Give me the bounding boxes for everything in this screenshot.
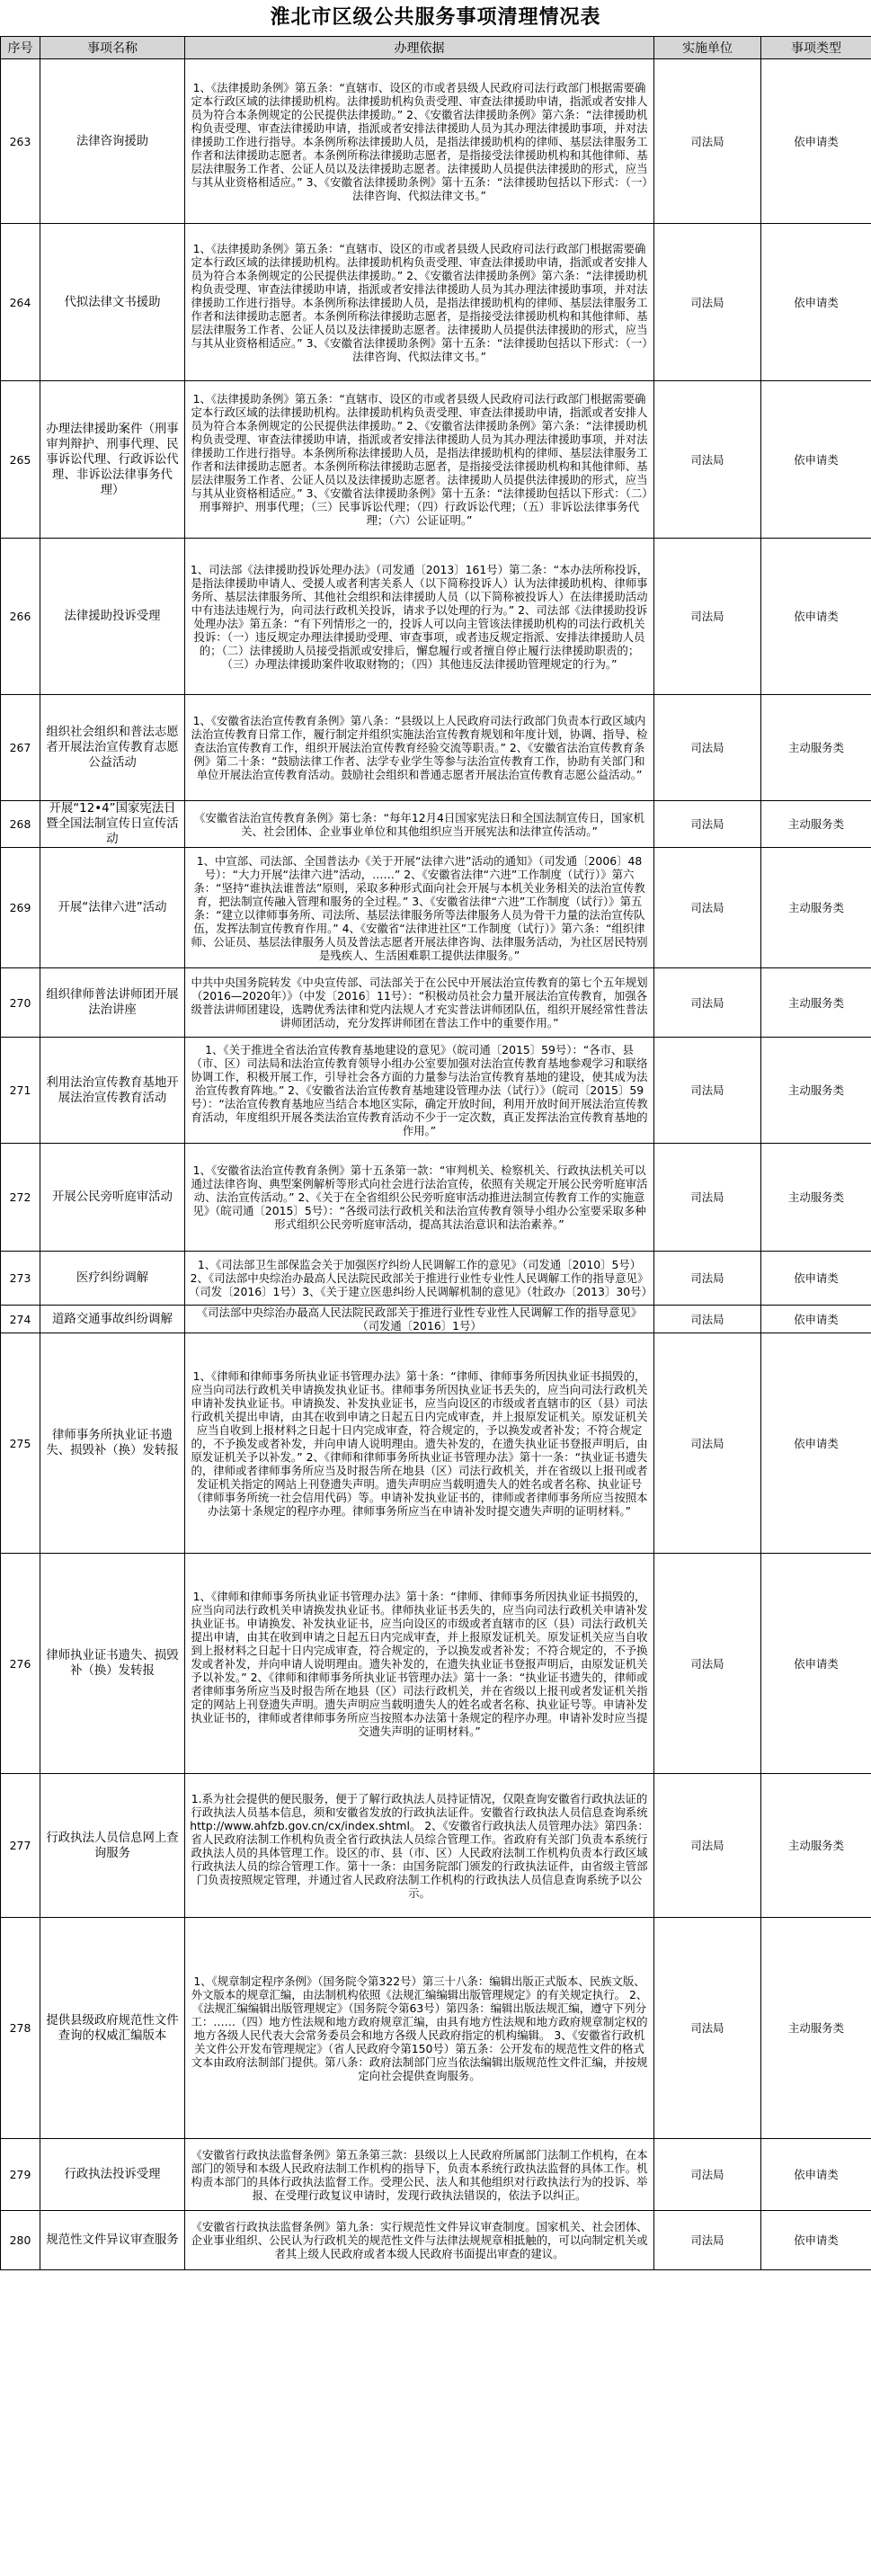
row-item-name: 规范性文件异议审查服务: [40, 2211, 185, 2270]
row-item-name: 代拟法律文书援助: [40, 224, 185, 381]
table-row: [1, 1774, 871, 1918]
row-seq: 271: [1, 1038, 40, 1144]
row-unit: 司法局: [654, 1306, 761, 1333]
row-type: 主动服务类: [761, 695, 871, 801]
row-item-name: 律师执业证书遗失、损毁补（换）发转报: [40, 1554, 185, 1774]
row-unit: 司法局: [654, 2211, 761, 2270]
row-item-name: 法律咨询援助: [40, 59, 185, 224]
row-item-name: 医疗纠纷调解: [40, 1252, 185, 1306]
row-item-name: 提供县级政府规范性文件查询的权威汇编版本: [40, 1918, 185, 2139]
row-basis: 1、《安徽省法治宣传教育条例》第八条：“县级以上人民政府司法行政部门负责本行政区域内法治宣传教育日常工作，履行制定并组织实施法治宣传教育规划和年度计划，协调、指导、检查法治宣传教育工作，组织开展法治宣传教育经验交流等职责。” 2、《安徽省法治宣传教育条例》第二十条：“鼓励法律工作者、法学专业学生等参与法治宣传教育工作，协助有关部门和单位开展法治宣传教育活动。鼓励社会组织和普通志愿者开展法治宣传教育志愿公益活动。”: [185, 695, 654, 801]
row-seq: 272: [1, 1144, 40, 1252]
table-row: [1, 224, 871, 381]
table-row: [1, 1252, 871, 1306]
row-basis: 1、《关于推进全省法治宣传教育基地建设的意见》（皖司通〔2015〕59号）：“各市、县（市、区）司法局和法治宣传教育领导小组办公室要加强对法治宣传教育基地参观学习和联络协调工作，积极开展工作，引导社会各方面的力量参与法治宣传教育基地的建设，使其成为法治宣传教育阵地。” 2、《安徽省法治宣传教育基地建设管理办法（试行）》（皖司〔2015〕59号）：“法治宣传教育基地应当结合本地区实际，确定开放时间，利用开放时间开展法治宣传教育活动，年度组织开展各类法治宣传教育活动不少于一定次数，真正发挥法治宣传教育基地的作用。”: [185, 1038, 654, 1144]
row-item-name: 开展“12•4”国家宪法日暨全国法制宣传日宣传活动: [40, 801, 185, 848]
row-item-name: 行政执法投诉受理: [40, 2139, 185, 2211]
row-type: 主动服务类: [761, 1144, 871, 1252]
row-item-name: 开展公民旁听庭审活动: [40, 1144, 185, 1252]
row-unit: 司法局: [654, 968, 761, 1038]
row-item-name: 开展“法律六进”活动: [40, 848, 185, 968]
row-seq: 279: [1, 2139, 40, 2211]
row-unit: 司法局: [654, 1554, 761, 1774]
row-seq: 270: [1, 968, 40, 1038]
row-seq: 276: [1, 1554, 40, 1774]
row-unit: 司法局: [654, 59, 761, 224]
row-seq: 274: [1, 1306, 40, 1333]
row-basis: 1、《法律援助条例》第五条：“直辖市、设区的市或者县级人民政府司法行政部门根据需要确定本行政区域的法律援助机构。法律援助机构负责受理、审查法律援助申请，指派或者安排人员为符合本条例规定的公民提供法律援助。” 2、《安徽省法律援助条例》第六条：“法律援助机构负责受理、审查法律援助申请，指派或者安排法律援助人员为其办理法律援助事项，并对法律援助工作进行指导。本条例所称法律援助人员，是指法律援助机构的律师、基层法律服务工作者和法律援助志愿者。本条例所称法律援助志愿者，是指接受法律援助机构和其他律师、基层法律服务工作者、公证人员以及法律援助志愿者。法律援助人员提供法律援助的形式，应当与其从业资格相适应。” 3、《安徽省法律援助条例》第十五条：“法律援助包括以下形式：（一）法律咨询、代拟法律文书。”: [185, 224, 654, 381]
header-type: 事项类型: [761, 37, 871, 59]
row-basis: 1、《司法部卫生部保监会关于加强医疗纠纷人民调解工作的意见》（司发通〔2010〕5号）2、《司法部中央综治办最高人民法院民政部关于推进行业性专业性人民调解工作的指导意见》（司发〔2016〕1号）3、《关于建立医患纠纷人民调解机制的意见》（牡政办〔2013〕30号）: [185, 1252, 654, 1306]
row-item-name: 法律援助投诉受理: [40, 539, 185, 695]
table-row: [1, 381, 871, 539]
table-row: [1, 2139, 871, 2211]
row-unit: 司法局: [654, 695, 761, 801]
row-seq: 268: [1, 801, 40, 848]
table-row: [1, 1918, 871, 2139]
row-basis: 中共中央国务院转发《中央宣传部、司法部关于在公民中开展法治宣传教育的第七个五年规划（2016—2020年）》（中发〔2016〕11号）：“积极动员社会力量开展法治宣传教育，加强各级普法讲师团建设，选聘优秀法律和党内法规人才充实普法讲师团队伍，组织开展经常性普法讲师团活动，充分发挥讲师团在普法工作中的重要作用。”: [185, 968, 654, 1038]
table-row: [1, 1306, 871, 1333]
row-seq: 280: [1, 2211, 40, 2270]
table-row: [1, 1333, 871, 1554]
row-item-name: 组织社会组织和普法志愿者开展法治宣传教育志愿公益活动: [40, 695, 185, 801]
row-type: 主动服务类: [761, 848, 871, 968]
row-unit: 司法局: [654, 1252, 761, 1306]
table-row: [1, 801, 871, 848]
row-basis: 《司法部中央综治办最高人民法院民政部关于推进行业性专业性人民调解工作的指导意见》（司发通〔2016〕1号）: [185, 1306, 654, 1333]
row-basis: 1、《安徽省法治宣传教育条例》第十五条第一款：“审判机关、检察机关、行政执法机关可以通过法律咨询、典型案例解析等形式向社会进行法治宣传，依照有关规定开展公民旁听庭审活动、法治宣传活动。” 2、《关于在全省组织公民旁听庭审活动推进法制宣传教育工作的实施意见》（皖司通〔2015〕5号）：“各级司法行政机关和法治宣传教育领导小组办公室要采取多种形式组织公民旁听庭审活动，提高其法治意识和法治素养。”: [185, 1144, 654, 1252]
row-unit: 司法局: [654, 539, 761, 695]
row-seq: 277: [1, 1774, 40, 1918]
row-basis: 1、《律师和律师事务所执业证书管理办法》第十条：“律师、律师事务所因执业证书损毁的，应当向司法行政机关申请换发执业证书。律师事务所因执业证书丢失的，应当向司法行政机关申请补发执业证书。申请换发、补发执业证书，应当向设区的市级或者直辖市的区（县）司法行政机关提出申请，由其在收到申请之日起五日内完成审查，并上报原发证机关。原发证机关应当自收到上报材料之日起十日内完成审查，符合规定的，予以换发或者补发；不符合规定的，不予换发或者补发，并向申请人说明理由。遗失补发的，在遗失执业证书登报声明后，由原发证机关予以补发。” 2、《律师和律师事务所执业证书管理办法》第十一条：“执业证书遗失的，律师或者律师事务所应当及时报告所在地县（区）司法行政机关，并在省级以上报刊或者发证机关指定的网站上刊登遗失声明。遗失声明应当载明遗失人的姓名或者名称、执业证号（律师事务所统一社会信用代码）等。申请补发执业证书的，律师或者律师事务所应当按照本办法第十条规定的程序办理。律师事务所应当在申请补发时提交遗失声明的证明材料。”: [185, 1333, 654, 1554]
table-row: [1, 1144, 871, 1252]
table-row: [1, 539, 871, 695]
table-row: [1, 1038, 871, 1144]
table-header-row: [1, 37, 871, 59]
row-type: 主动服务类: [761, 1774, 871, 1918]
row-type: 主动服务类: [761, 801, 871, 848]
row-item-name: 组织律师普法讲师团开展法治讲座: [40, 968, 185, 1038]
row-seq: 275: [1, 1333, 40, 1554]
row-basis: 1.系为社会提供的便民服务，便于了解行政执法人员持证情况，仅限查询安徽省行政执法证的行政执法人员基本信息，须和安徽省发放的行政执法证件。安徽省行政执法人员信息查询系统http://www.ahfzb.gov.cn/cx/index.shtml。 2、《安徽省行政执法人员管理办法》第四条：省人民政府法制工作机构负责全省行政执法人员综合管理工作。省政府有关部门负责本系统行政执法人员的具体管理工作。设区的市、县（市、区）人民政府法制工作机构负责本行政区域行政执法人员的综合管理工作。第十一条：由国务院部门颁发的行政执法证件，由省级主管部门负责按照规定管理，并通过省人民政府法制工作机构的行政执法人员信息查询系统予以公示。: [185, 1774, 654, 1918]
row-type: 依申请类: [761, 1333, 871, 1554]
row-item-name: 道路交通事故纠纷调解: [40, 1306, 185, 1333]
row-seq: 269: [1, 848, 40, 968]
row-unit: 司法局: [654, 1774, 761, 1918]
row-type: 依申请类: [761, 1252, 871, 1306]
row-type: 依申请类: [761, 539, 871, 695]
table-row: [1, 2211, 871, 2270]
row-item-name: 律师事务所执业证书遗失、损毁补（换）发转报: [40, 1333, 185, 1554]
header-seq: 序号: [1, 37, 40, 59]
row-basis: 《安徽省行政执法监督条例》第五条第三款：县级以上人民政府所属部门法制工作机构，在本部门的领导和本级人民政府法制工作机构的指导下，负责本系统行政执法监督的具体工作。机构责本部门的具体行政执法监督工作。受理公民、法人和其他组织对行政执法行为的投诉、举报、在受理行政复议申请时，发现行政执法错误的，依法予以纠正。: [185, 2139, 654, 2211]
row-item-name: 行政执法人员信息网上查询服务: [40, 1774, 185, 1918]
table-row: [1, 848, 871, 968]
page-title: 淮北市区级公共服务事项清理情况表: [270, 6, 601, 29]
row-item-name: 利用法治宣传教育基地开展法治宣传教育活动: [40, 1038, 185, 1144]
row-basis: 《安徽省行政执法监督条例》第九条：实行规范性文件异议审查制度。国家机关、社会团体、企业事业组织、公民认为行政机关的规范性文件与法律法规规章相抵触的，可以向制定机关或者其上级人民政府或者本级人民政府书面提出审查的建议。: [185, 2211, 654, 2270]
row-type: 依申请类: [761, 1306, 871, 1333]
row-unit: 司法局: [654, 1038, 761, 1144]
row-unit: 司法局: [654, 2139, 761, 2211]
table-row: [1, 1554, 871, 1774]
header-basis: 办理依据: [185, 37, 654, 59]
row-unit: 司法局: [654, 224, 761, 381]
row-item-name: 办理法律援助案件（刑事审判辩护、刑事代理、民事诉讼代理、行政诉讼代理、非诉讼法律事务代理）: [40, 381, 185, 539]
row-type: 主动服务类: [761, 968, 871, 1038]
row-seq: 267: [1, 695, 40, 801]
row-basis: 1、司法部《法律援助投诉处理办法》（司发通〔2013〕161号）第二条：“本办法所称投诉，是指法律援助申请人、受援人或者利害关系人（以下简称投诉人）认为法律援助机构、律师事务所、基层法律服务所、其他社会组织和法律援助人员（以下简称被投诉人）在法律援助活动中有违法违规行为，向司法行政机关投诉，请求予以处理的行为。” 2、司法部《法律援助投诉处理办法》第五条：“有下列情形之一的，投诉人可以向主管该法律援助机构的司法行政机关投诉：（一）违反规定办理法律援助受理、审查事项，或者违反规定指派、安排法律援助人员的；（二）法律援助人员接受指派或安排后，懈怠履行或者擅自停止履行法律援助职责的；（三）办理法律援助案件收取财物的；（四）其他违反法律援助管理规定的行为。”: [185, 539, 654, 695]
row-unit: 司法局: [654, 381, 761, 539]
table-row: [1, 695, 871, 801]
row-unit: 司法局: [654, 801, 761, 848]
row-basis: 1、《法律援助条例》第五条：“直辖市、设区的市或者县级人民政府司法行政部门根据需要确定本行政区域的法律援助机构。法律援助机构负责受理、审查法律援助申请，指派或者安排人员为符合本条例规定的公民提供法律援助。” 2、《安徽省法律援助条例》第六条：“法律援助机构负责受理、审查法律援助申请，指派或者安排法律援助人员为其办理法律援助事项，并对法律援助工作进行指导。本条例所称法律援助人员，是指法律援助机构的律师、基层法律服务工作者和法律援助志愿者。本条例所称法律援助志愿者，是指接受法律援助机构和其他律师、基层法律服务工作者、公证人员以及法律援助志愿者。法律援助人员提供法律援助的形式，应当与其从业资格相适应。” 3、《安徽省法律援助条例》第十五条：“法律援助包括以下形式：（一）法律咨询、代拟法律文书。”: [185, 59, 654, 224]
row-unit: 司法局: [654, 1144, 761, 1252]
row-unit: 司法局: [654, 1333, 761, 1554]
row-seq: 265: [1, 381, 40, 539]
row-seq: 264: [1, 224, 40, 381]
header-item-name: 事项名称: [40, 37, 185, 59]
row-basis: 1、《律师和律师事务所执业证书管理办法》第十条：“律师、律师事务所因执业证书损毁的，应当向司法行政机关申请换发执业证书。律师执业证书丢失的，应当向司法行政机关申请补发执业证书。申请换发、补发执业证书，应当向设区的市级或者直辖市的区（县）司法行政机关提出申请，由其在收到申请之日起五日内完成审查，并上报原发证机关。原发证机关应当自收到上报材料之日起十日内完成审查，符合规定的，予以换发或者补发；不符合规定的，不予换发或者补发，并向申请人说明理由。遗失补发的，在遗失执业证书登报声明后，由原发证机关予以补发。” 2、《律师和律师事务所执业证书管理办法》第十一条：“执业证书遗失的，律师或者律师事务所应当及时报告所在地县（区）司法行政机关，并在省级以上报刊或者发证机关指定的网站上刊登遗失声明。遗失声明应当载明遗失人的姓名或者名称、执业证号等。申请补发执业证书的，律师或者律师事务所应当按照本办法第十条规定的程序办理。申请补发时应当提交遗失声明的证明材料。”: [185, 1554, 654, 1774]
service-items-table: [0, 36, 871, 2270]
row-seq: 273: [1, 1252, 40, 1306]
row-seq: 278: [1, 1918, 40, 2139]
row-basis: 1、中宣部、司法部、全国普法办《关于开展“法律六进”活动的通知》（司发通〔2006〕48号）：“大力开展“法律六进”活动，……” 2、《安徽省法律“六进”工作制度（试行）》第六条：“坚持“谁执法谁普法”原则，采取多种形式面向社会开展与本机关业务相关的法治宣传教育，把法制宣传融入管理和服务的全过程。” 3、《安徽省法律“六进”工作制度（试行）》第五条：“建立以律师事务所、司法所、基层法律服务所等法律服务人员为骨干力量的法治宣传队伍，发挥法制宣传教育作用。” 4、《安徽省“法律进社区”工作制度（试行）》第六条：“组织律师、公证员、基层法律服务人员及普法志愿者开展法律咨询、法律服务活动，为社区居民特别是残疾人、生活困难职工提供法律服务。”: [185, 848, 654, 968]
row-basis: 1、《规章制定程序条例》（国务院令第322号）第三十八条：编辑出版正式版本、民族文版、外文版本的规章汇编，由法制机构依照《法规汇编编辑出版管理规定》的有关规定执行。 2、《法规汇编编辑出版管理规定》（国务院令第63号）第四条：编辑出版法规汇编，遵守下列分工：……（四）地方性法规和地方政府规章汇编，由具有地方性法规和地方政府规章制定权的地方各级人民代表大会常务委员会和地方各级人民政府指定的机构编辑。 3、《安徽省行政机关文件公开发布管理规定》（省人民政府令第150号）第五条：公开发布的规范性文件的格式文本由政府法制部门提供。第八条：政府法制部门应当依法编辑出版规范性文件汇编，并按规定向社会提供查询服务。: [185, 1918, 654, 2139]
row-type: 主动服务类: [761, 1918, 871, 2139]
row-basis: 1、《法律援助条例》第五条：“直辖市、设区的市或者县级人民政府司法行政部门根据需要确定本行政区域的法律援助机构。法律援助机构负责受理、审查法律援助申请，指派或者安排人员为符合本条例规定的公民提供法律援助。” 2、《安徽省法律援助条例》第六条：“法律援助机构负责受理、审查法律援助申请，指派或者安排法律援助人员为其办理法律援助事项，并对法律援助工作进行指导。本条例所称法律援助人员，是指法律援助机构的律师、基层法律服务工作者和法律援助志愿者。本条例所称法律援助志愿者，是指接受法律援助机构和其他律师、基层法律服务工作者、公证人员以及法律援助志愿者。法律援助人员提供法律援助的形式，应当与其从业资格相适应。” 3、《安徽省法律援助条例》第十五条：“法律援助包括以下形式：（二）刑事辩护、刑事代理；（三）民事诉讼代理；（四）行政诉讼代理；（五）非诉讼法律事务代理；（六）公证证明。”: [185, 381, 654, 539]
row-type: 依申请类: [761, 2139, 871, 2211]
row-basis: 《安徽省法治宣传教育条例》第七条：“每年12月4日国家宪法日和全国法制宣传日，国家机关、社会团体、企业事业单位和其他组织应当开展宪法和法律宣传活动。”: [185, 801, 654, 848]
table-row: [1, 59, 871, 224]
header-unit: 实施单位: [654, 37, 761, 59]
row-type: 依申请类: [761, 59, 871, 224]
row-unit: 司法局: [654, 1918, 761, 2139]
row-type: 依申请类: [761, 381, 871, 539]
row-unit: 司法局: [654, 848, 761, 968]
row-type: 依申请类: [761, 224, 871, 381]
row-seq: 266: [1, 539, 40, 695]
table-row: [1, 968, 871, 1038]
row-type: 主动服务类: [761, 1038, 871, 1144]
row-type: 依申请类: [761, 1554, 871, 1774]
row-type: 依申请类: [761, 2211, 871, 2270]
row-seq: 263: [1, 59, 40, 224]
